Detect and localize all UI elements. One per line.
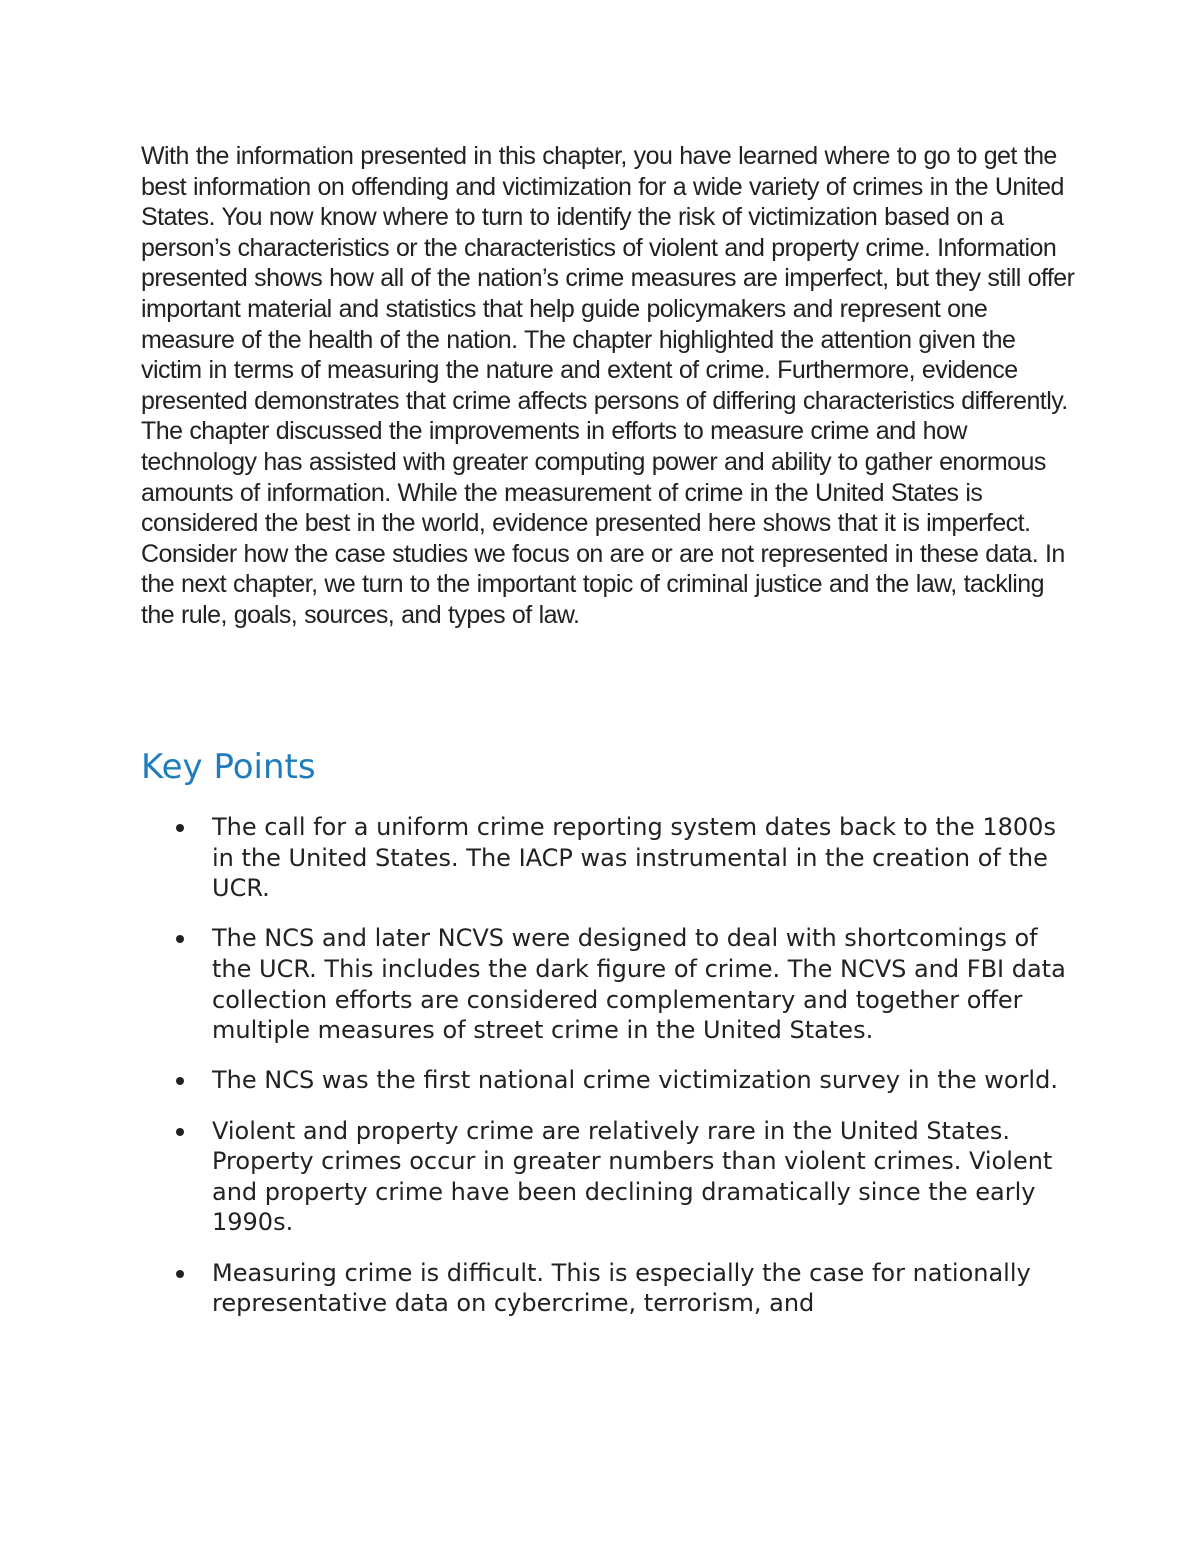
- bullet-icon: [176, 1128, 184, 1136]
- key-point-text: The call for a uniform crime reporting system dates back to the 1800s in the United States. The IACP was instrumental in the creation of the UCR.: [212, 813, 1056, 903]
- bullet-icon: [176, 1077, 184, 1085]
- key-point-item: [141, 1116, 1071, 1238]
- key-point-text: Violent and property crime are relatively rare in the United States. Property crimes occur in greater numbers than violent crimes. Violent and property crime have been declining dramatically since the early 1990s.: [212, 1116, 1053, 1237]
- key-point-item: [141, 1065, 1071, 1096]
- key-point-item: [141, 1258, 1071, 1319]
- key-point-text: Measuring crime is difficult. This is especially the case for nationally representative data on cybercrime, terrorism, and: [212, 1258, 1031, 1318]
- bullet-icon: [176, 824, 184, 832]
- key-point-text: The NCS and later NCVS were designed to deal with shortcomings of the UCR. This includes the dark figure of crime. The NCVS and FBI data collection efforts are considered complementary and together offer multiple measures of street crime in the United States.: [212, 924, 1066, 1045]
- key-points-list: [141, 812, 1071, 1338]
- key-point-text: The NCS was the first national crime victimization survey in the world.: [212, 1066, 1058, 1095]
- key-point-item: [141, 812, 1071, 904]
- bullet-icon: [176, 1270, 184, 1278]
- key-point-item: [141, 923, 1071, 1045]
- bullet-icon: [176, 935, 184, 943]
- key-points-heading: Key Points: [141, 747, 316, 787]
- intro-paragraph: With the information presented in this chapter, you have learned where to go to get the best information on offending and victimization for a wide variety of crimes in the United States. You now know where to turn to identify the risk of victimization based on a person’s characteristics or the characteristics of violent and property crime. Information presented shows how all of the nation’s crime measures are imperfect, but they still offer important material and statistics that help guide policymakers and represent one measure of the health of the nation. The chapter highlighted the attention given the victim in terms of measuring the nature and extent of crime. Furthermore, evidence presented demonstrates that crime affects persons of differing characteristics differently. The chapter discussed the improvements in efforts to measure crime and how technology has assisted with greater computing power and ability to gather enormous amounts of information. While the measurement of crime in the United States is considered the best in the world, evidence presented here shows that it is imperfect. Consider how the case studies we focus on are or are not represented in these data. In the next chapter, we turn to the important topic of criminal justice and the law, tackling the rule, goals, sources, and types of law.: [141, 142, 1075, 629]
